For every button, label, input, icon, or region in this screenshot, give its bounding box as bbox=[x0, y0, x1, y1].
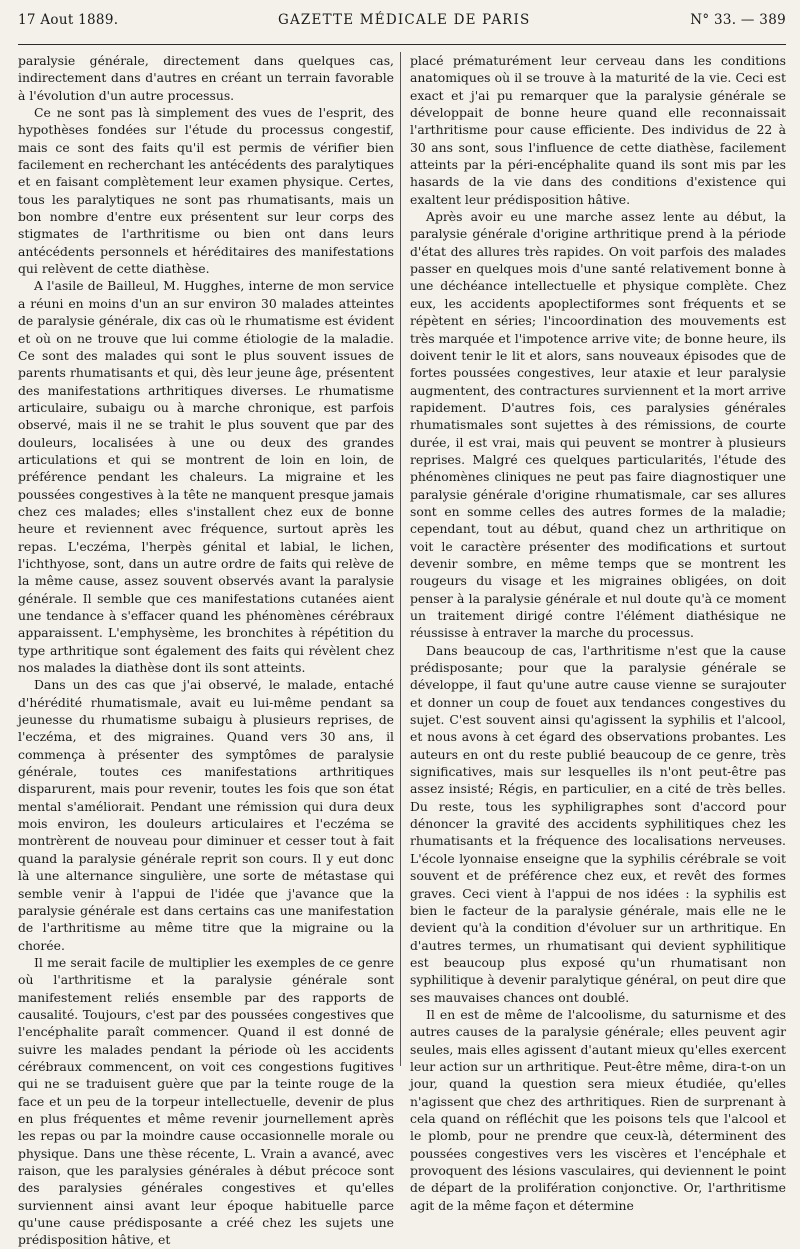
paragraph: Il me serait facile de multiplier les exemples de ce genre où l'arthritisme et la paralysie générale sont manifestement reliés ensemble par des rapports de causalité. Toujours, c'est par des poussées congestives que l'encéphalite paraît commencer. Quand il est donné de suivre les malades pendant la période où les accidents cérébraux commencent, on voit ces congestions fugitives qui ne se traduisent guère que par la teinte rouge de la face et un peu de la torpeur intellectuelle, devenir de plus en plus fréquentes et même revenir journellement après les repas ou par la moindre cause occasionnelle morale ou physique. Dans une thèse récente, L. Vrain a avancé, avec raison, que les paralysies générales à début précoce sont des paralysies générales congestives et qu'elles surviennent ainsi avant leur époque habituelle parce qu'une cause prédisposante a créé chez les sujets une prédisposition hâtive, et bbox=[18, 954, 394, 1248]
paragraph: Ce ne sont pas là simplement des vues de l'esprit, des hypothèses fondées sur l'étude du processus congestif, mais ce sont des faits qu'il est permis de vérifier bien facilement en recherchant les antécédents des paralytiques et en faisant complètement leur examen physique. Certes, tous les paralytiques ne sont pas rhumatisants, mais un bon nombre d'entre eux présentent sur leur corps des stigmates de l'arthritisme ou bien ont dans leurs antécédents personnels et héréditaires des manifestations qui relèvent de cette diathèse. bbox=[18, 105, 394, 277]
running-header bbox=[18, 0, 786, 40]
paragraph: Dans un des cas que j'ai observé, le malade, entaché d'hérédité rhumatismale, avait eu lui-même pendant sa jeunesse du rhumatisme subaigu à plusieurs reprises, de l'eczéma, et des migraines. Quand vers 30 ans, il commença à présenter des symptômes de paralysie générale, toutes ces manifestations arthritiques disparurent, mais pour revenir, toutes les fois que son état mental s'améliorait. Pendant une rémission qui dura deux mois environ, les douleurs articulaires et l'eczéma se montrèrent de nouveau pour diminuer et cesser tout à fait quand la paralysie générale reprit son cours. Il y eut donc là une alternance singulière, une sorte de métastase qui semble venir à l'appui de l'idée que j'avance que la paralysie générale est dans certains cas une manifestation de l'arthritisme au même titre que la migraine ou la chorée. bbox=[18, 677, 394, 953]
paragraph: placé prématurément leur cerveau dans les conditions anatomiques où il se trouve à la maturité de la vie. Ceci est exact et j'ai pu remarquer que la paralysie générale se développait de bonne heure quand elle reconnaissait l'arthritisme pour cause efficiente. Des individus de 22 à 30 ans sont, sous l'influence de cette diathèse, facilement atteints par la péri-encéphalite quand ils sont mis par les hasards de la vie dans des conditions d'existence qui exaltent leur prédisposition hâtive. bbox=[410, 53, 786, 207]
paragraph: Il en est de même de l'alcoolisme, du saturnisme et des autres causes de la paralysie générale; elles peuvent agir seules, mais elles agissent d'autant mieux qu'elles exercent leur action sur un arthritique. Peut-être même, dira-t-on un jour, quand la question sera mieux étudiée, qu'elles n'agissent que chez des arthritiques. Rien de surprenant à cela quand on réfléchit que les poisons tels que l'alcool et le plomb, pour ne prendre que ceux-là, déterminent des poussées congestives vers les viscères et l'encéphale et provoquent des lésions vasculaires, qui deviennent le point de départ de la prolifération conjonctive. Or, l'arthritisme agit de la même façon et détermine bbox=[410, 1006, 786, 1213]
paragraph: Dans beaucoup de cas, l'arthritisme n'est que la cause prédisposante; pour que la paralysie générale se développe, il faut qu'une autre cause vienne se surajouter et donner un coup de fouet aux tendances congestives du sujet. C'est souvent ainsi qu'agissent la syphilis et l'alcool, et nous avons à cet égard des observations probantes. Les auteurs en ont du reste publié beaucoup de ce genre, très significatives, mais sur lesquelles ils n'ont peut-être pas assez insisté; Régis, en particulier, en a cité de très belles. Du reste, tous les syphiligraphes sont d'accord pour dénoncer la gravité des accidents syphilitiques chez les rhumatisants et la fréquence des localisations nerveuses. L'école lyonnaise enseigne que la syphilis cérébrale se voit souvent et de préférence chez eux, et revêt des formes graves. Ceci vient à l'appui de nos idées : la syphilis est bien le facteur de la paralysie générale, mais elle ne le devient qu'à la condition d'évoluer sur un arthritique. En d'autres termes, un rhumatisant qui devient syphilitique est beaucoup plus exposé qu'un rhumatisant non syphilitique à devenir paralytique général, on peut dire que ses mauvaises chances ont doublé. bbox=[410, 642, 786, 1005]
paragraph: paralysie générale, directement dans quelques cas, indirectement dans d'autres en créant un terrain favorable à l'évolution d'un autre processus. bbox=[18, 53, 394, 103]
journal-title: GAZETTE MÉDICALE DE PARIS bbox=[278, 12, 531, 28]
paragraph: A l'asile de Bailleul, M. Hugghes, interne de mon service a réuni en moins d'un an sur environ 30 malades atteintes de paralysie générale, dix cas où le rhumatisme est évident et où on ne trouve que lui comme étiologie de la maladie. Ce sont des malades qui sont le plus souvent issues de parents rhumatisants et qui, dès leur jeune âge, présentent des manifestations arthritiques diverses. Le rhumatisme articulaire, subaigu ou à marche chronique, est parfois observé, mais il ne se trahit le plus souvent que par des douleurs, localisées à une ou deux des grandes articulations et qui se montrent de loin en loin, de préférence pendant les chaleurs. La migraine et les poussées congestives à la tête ne manquent presque jamais chez ces malades; elles s'installent chez eux de bonne heure et reviennent avec fréquence, surtout après les repas. L'eczéma, l'herpès génital et labial, le lichen, l'ichthyose, sont, dans un autre ordre de faits qui relève de la même cause, assez souvent observés avant la paralysie générale. Il semble que ces manifestations cutanées aient une tendance à s'effacer quand les phénomènes cérébraux apparaissent. L'emphysème, les bronchites à répétition du type arthritique sont également des faits qui révèlent chez nos malades la diathèse dont ils sont atteints. bbox=[18, 278, 394, 676]
page-number: N° 33. — 389 bbox=[690, 12, 786, 28]
header-date: 17 Aout 1889. bbox=[18, 12, 119, 28]
left-column bbox=[18, 52, 394, 1249]
header-rule bbox=[18, 44, 786, 45]
paragraph: Après avoir eu une marche assez lente au début, la paralysie générale d'origine arthritique prend à la période d'état des allures très rapides. On voit parfois des malades passer en quelques mois d'une santé relativement bonne à une déchéance intellectuelle et physique complète. Chez eux, les accidents apoplectiformes sont fréquents et se répètent en séries; l'incoordination des mouvements est très marquée et l'impotence arrive vite; de bonne heure, ils doivent tenir le lit et alors, sans nouveaux épisodes que de fortes poussées congestives, leur ataxie et leur paralysie augmentent, des contractures surviennent et la mort arrive rapidement. D'autres fois, ces paralysies générales rhumatismales sont sujettes à des rémissions, de courte durée, il est vrai, mais qui peuvent se montrer à plusieurs reprises. Malgré ces quelques particularités, l'étude des phénomènes cliniques ne peut pas faire diagnostiquer une paralysie générale d'origine rhumatismale, car ses allures sont en somme celles des autres formes de la maladie; cependant, tout au début, quand chez un arthritique on voit le caractère présenter des modifications et surtout devenir sombre, en même temps que se montrent les rougeurs du visage et les migraines obligées, on doit penser à la paralysie générale et nul doute qu'à ce moment un traitement dirigé contre l'élément diathésique ne réussisse à entraver la marche du processus. bbox=[410, 209, 786, 641]
text-columns bbox=[18, 52, 786, 1248]
right-column bbox=[410, 52, 786, 1249]
